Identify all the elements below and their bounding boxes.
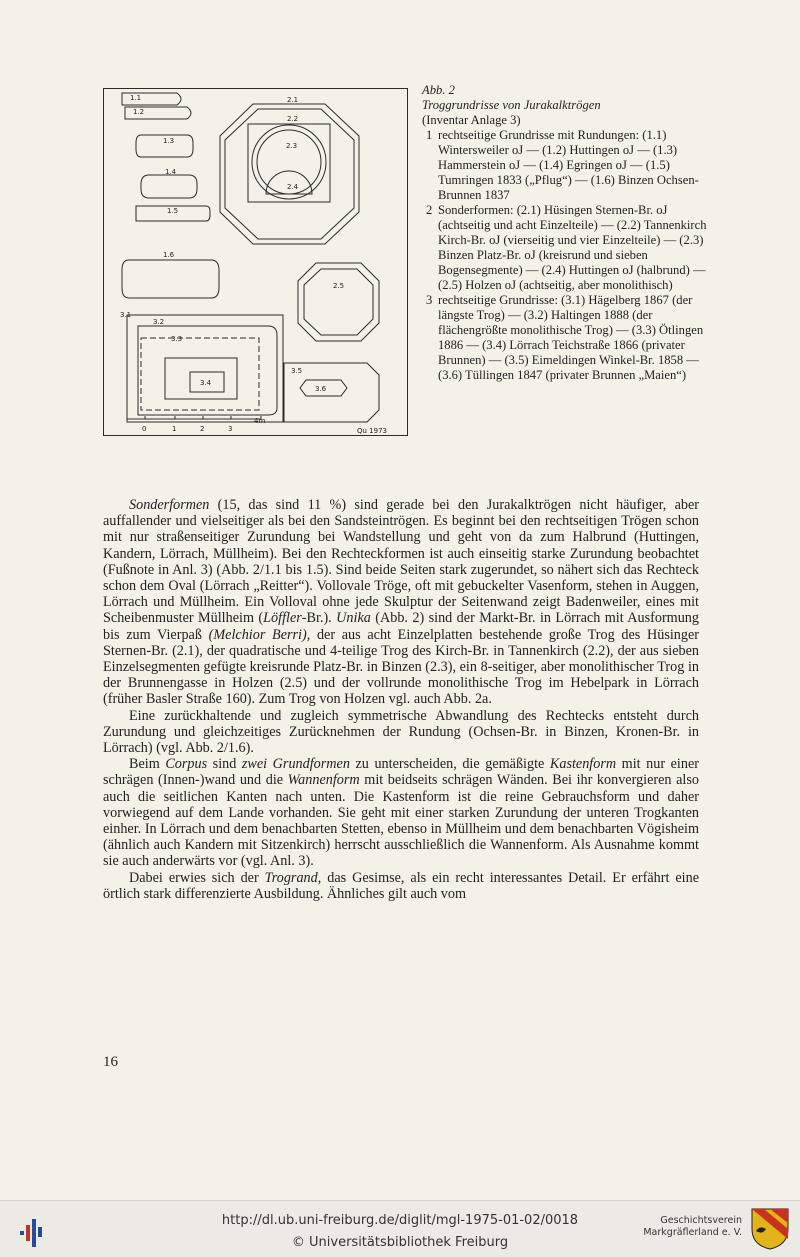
label-3-6: 3.6 — [315, 385, 327, 393]
paragraph: Sonderformen (15, das sind 11 %) sind gerade bei den Jurakalktrögen nicht häufiger, aber auffallender und vielseitiger als bei den Sandsteintrögen. Es beginnt bei den rechtseitigen Trögen schon mit nur straßenseitiger Zurundung bei Wandstellung und geht von da zum Halbrund (Huttingen, Kandern, Lörrach, Müllheim). Bei den Rechteckformen ist auch einseitig starke Zurundung beobachtet (Fußnote in Anl. 3) (Abb. 2/1.1 bis 1.5). Sind beide Seiten stark zugerundet, so nähert sich das Rechteck schon dem Oval (Lörrach „Reitter“). Vollovale Tröge, oft mit gebuckelter Vasenform, stehen in Auggen, Lörrach und Müllheim. Ein Volloval ohne jede Skulptur der Seitenwand zeigt Badenweiler, eines mit Scheibenmuster Müllheim (Löffler-Br.). Unika (Abb. 2) sind der Markt-Br. in Lörrach mit Ausformung bis zum Vierpaß (Melchior Berri), der aus acht Einzelplatten bestehende große Trog des Hüsinger Sternen-Br. (2.1), der quadratische und 4-teilige Trog des Kirch-Br. in Tannenkirch (2.2), der aus sieben Einzelsegmenten gefügte kreisrunde Platz-Br. in Binzen (2.3), ein 8-seitiger, aber monolithischer Trog in der Brunnengasse in Holzen (2.5) und der vollrunde monolithische Trog im Hebelpark in Lörrach (früher Basler Straße 160). Zum Trog von Holzen vgl. auch Abb. 2a. — [103, 497, 699, 708]
plan-3-1 — [127, 315, 283, 422]
label-3-3: 3.3 — [171, 335, 183, 343]
paragraph: Dabei erwies sich der Trogrand, das Gesimse, als ein recht interessantes Detail. Er erfährt eine örtlich stark differenzierte Ausbildung. Ähnliches gilt auch vom — [103, 869, 699, 902]
label-3-4: 3.4 — [200, 379, 212, 387]
caption-item: 3 rechtseitige Grundrisse: (3.1) Hägelberg 1867 (der längste Trog) — (3.2) Haltingen 1888 (der flächengrößte monolithische Trog) — (3.3) Ötlingen 1886 — (3.4) Lörrach Teichstraße 1866 (privater Brunnen) — (3.5) Eimeldingen Winkel-Br. 1858 — (3.6) Tüllingen 1847 (privater Brunnen „Maien“) — [426, 293, 704, 382]
scale-4m: 4m — [254, 417, 266, 425]
paragraph: Eine zurückhaltende und zugleich symmetrische Abwandlung des Rechtecks entsteht durch Zurundung und gleichzeitiges Zurücknehmen der Rundung (Ochsen-Br. in Binzen, Kronen-Br. in Lörrach) (vgl. Abb. 2/1.6). — [103, 707, 699, 757]
label-1-6: 1.6 — [163, 251, 175, 259]
society-crest-icon — [750, 1207, 790, 1251]
viewer-footer — [0, 1200, 800, 1257]
label-1-5: 1.5 — [167, 207, 179, 215]
plan-1-4 — [141, 175, 197, 198]
label-1-4: 1.4 — [165, 168, 177, 176]
copyright-text: © Universitätsbibliothek Freiburg — [291, 1235, 509, 1250]
caption-number: Abb. 2 — [422, 83, 455, 97]
figure-signature: Qu 1973 — [357, 427, 387, 435]
label-2-2: 2.2 — [287, 115, 299, 123]
caption-subtitle: (Inventar Anlage 3) — [422, 113, 521, 127]
plan-2-5 — [298, 263, 379, 341]
label-2-3: 2.3 — [286, 142, 298, 150]
label-3-5: 3.5 — [291, 367, 303, 375]
caption-title: Troggrundrisse von Jurakalktrögen — [422, 98, 601, 112]
plan-3-2 — [138, 326, 277, 415]
caption-item: 1 rechtseitige Grundrisse mit Rundungen: (1.1) Wintersweiler oJ — (1.2) Huttingen oJ — (1.3) Hammerstein oJ — (1.4) Egringen oJ — (1.5) Tumringen 1833 („Pflug“) — (1.6) Binzen Ochsen-Brunnen 1837 — [426, 128, 699, 202]
label-3-2: 3.2 — [153, 318, 165, 326]
label-2-1: 2.1 — [287, 96, 299, 104]
trough-plans-figure — [103, 88, 408, 436]
figure-frame — [104, 89, 408, 436]
body-text — [103, 497, 699, 902]
label-1-3: 1.3 — [163, 137, 175, 145]
label-1-1: 1.1 — [130, 94, 142, 102]
scale-2: 2 — [200, 425, 205, 433]
paragraph: Beim Corpus sind zwei Grundformen zu unterscheiden, die gemäßigte Kastenform mit nur einer schrägen (Innen-)wand und die Wannenform mit beidseits schrägen Wänden. Bei ihr konvergieren also auch die seitlichen Kanten nach unten. Die Kastenform ist die reine Gebrauchsform und daher vorwiegend auf dem Lande vorhanden. Sie geht mit einer starken Zurundung der unteren Trogkanten einher. In Lörrach und dem benachbarten Stetten, ebenso in Müllheim und dem benachbarten Vögisheim (ähnlich auch Kandern mit Sitzenkirch) herrscht ausschließlich die Wannenform. Als Ausnahme kommt sie auch anderwärts vor (vgl. Anl. 3). — [103, 756, 699, 870]
label-2-5: 2.5 — [333, 282, 345, 290]
scale-3: 3 — [228, 425, 233, 433]
label-1-2: 1.2 — [133, 108, 145, 116]
plan-1-6 — [122, 260, 219, 298]
scale-1: 1 — [172, 425, 177, 433]
document-url[interactable]: http://dl.ub.uni-freiburg.de/diglit/mgl-1975-01-02/0018 — [221, 1213, 579, 1228]
page-number: 16 — [103, 1054, 118, 1070]
figure-caption — [422, 83, 712, 383]
scale-0: 0 — [142, 425, 147, 433]
label-2-4: 2.4 — [287, 183, 299, 191]
society-name: Geschichtsverein Markgräflerland e. V. — [643, 1215, 742, 1238]
label-3-1: 3.1 — [120, 311, 132, 319]
caption-item: 2 Sonderformen: (2.1) Hüsingen Sternen-Br. oJ (achtseitig und acht Einzelteile) — (2.2) Tannenkirch Kirch-Br. oJ (vierseitig und vier Einzelteile) — (2.3) Binzen Platz-Br. oJ (kreisrund und sieben Bogensegmente) — (2.4) Huttingen oJ (halbrund) — (2.5) Holzen oJ (achtseitig, aber monolithisch) — [426, 203, 707, 292]
